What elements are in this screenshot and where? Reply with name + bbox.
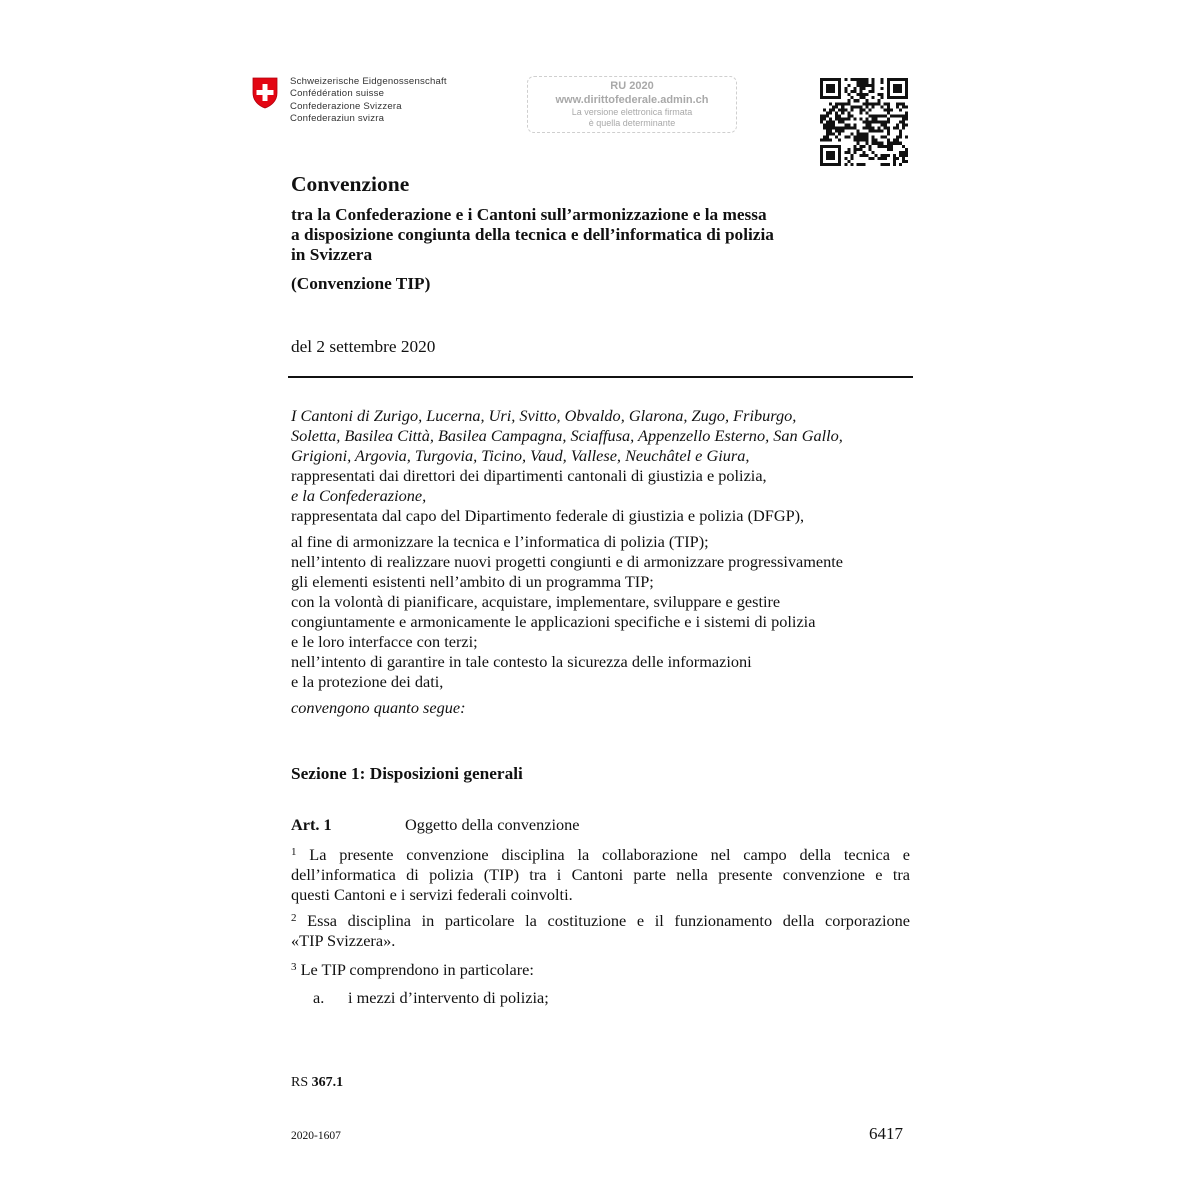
subtitle-line: in Svizzera bbox=[291, 245, 373, 264]
paragraph-number: 3 bbox=[291, 961, 297, 973]
purpose-line: congiuntamente e armonicamente le applicazioni specifiche e i sistemi di polizia bbox=[291, 612, 816, 631]
confederation-name-rm: Confederaziun svizra bbox=[290, 112, 385, 124]
paragraph-line: questi Cantoni e i servizi federali coinvolti. bbox=[291, 885, 573, 904]
cantons-line: Grigioni, Argovia, Turgovia, Ticino, Vaud, Vallese, Neuchâtel e Giura, bbox=[291, 446, 750, 465]
confederation-name-de: Schweizerische Eidgenossenschaft bbox=[290, 76, 447, 87]
paragraph-line: Essa disciplina in particolare la costituzione e il funzionamento della corporazione bbox=[307, 911, 910, 930]
cantons-line: Soletta, Basilea Città, Basilea Campagna, Sciaffusa, Appenzello Esterno, San Gallo, bbox=[291, 426, 843, 445]
rs-number: 367.1 bbox=[311, 1075, 344, 1090]
title-divider bbox=[288, 376, 913, 378]
stamp-note-line2: è quella determinante bbox=[588, 118, 676, 128]
page-number: 6417 bbox=[869, 1124, 903, 1143]
article-title: Oggetto della convenzione bbox=[405, 815, 580, 834]
list-item-letter: a. bbox=[313, 988, 325, 1007]
article-paragraph-2 bbox=[291, 911, 910, 951]
paragraph-line: La presente convenzione disciplina la collaborazione nel campo della tecnica e bbox=[309, 845, 910, 864]
section-heading: Sezione 1: Disposizioni generali bbox=[291, 764, 523, 783]
paragraph-line: Le TIP comprendono in particolare: bbox=[300, 960, 534, 979]
article-paragraph-3 bbox=[291, 960, 910, 980]
cantons-line: I Cantoni di Zurigo, Lucerna, Uri, Svitto, Obvaldo, Glarona, Zugo, Friburgo, bbox=[291, 406, 797, 425]
subtitle-line: tra la Confederazione e i Cantoni sull’armonizzazione e la messa bbox=[291, 205, 767, 224]
confederation-represented: rappresentata dal capo del Dipartimento federale di giustizia e polizia (DFGP), bbox=[291, 506, 805, 525]
document-id: 2020-1607 bbox=[291, 1130, 341, 1142]
preamble bbox=[291, 406, 916, 718]
rs-prefix: RS bbox=[291, 1075, 309, 1090]
official-publication-stamp bbox=[527, 76, 737, 133]
document-short-title: (Convenzione TIP) bbox=[291, 274, 431, 293]
purpose-line: con la volontà di pianificare, acquistare, implementare, sviluppare e gestire bbox=[291, 592, 781, 611]
paragraph-line: «TIP Svizzera». bbox=[291, 931, 396, 950]
systematic-reference bbox=[291, 1075, 343, 1091]
and-confederation: e la Confederazione, bbox=[291, 486, 427, 505]
paragraph-number: 2 bbox=[291, 912, 297, 924]
agreement-clause: convengono quanto segue: bbox=[291, 698, 466, 717]
subtitle-line: a disposizione congiunta della tecnica e dell’informatica di polizia bbox=[291, 225, 774, 244]
purpose-line: gli elementi esistenti nell’ambito di un programma TIP; bbox=[291, 572, 654, 591]
purpose-line: e la protezione dei dati, bbox=[291, 672, 444, 691]
stamp-collection: RU 2020 bbox=[610, 80, 654, 92]
paragraph-number: 1 bbox=[291, 846, 297, 858]
article-number: Art. 1 bbox=[291, 815, 332, 834]
document-title: Convenzione bbox=[291, 172, 410, 196]
stamp-website: www.dirittofederale.admin.ch bbox=[555, 94, 709, 106]
article-paragraph-1 bbox=[291, 845, 910, 905]
purpose-line: nell’intento di realizzare nuovi progetti congiunti e di armonizzare progressivamente bbox=[291, 552, 843, 571]
document-date: del 2 settembre 2020 bbox=[291, 337, 436, 356]
confederation-name-fr: Confédération suisse bbox=[290, 88, 385, 100]
purpose-line: al fine di armonizzare la tecnica e l’informatica di polizia (TIP); bbox=[291, 532, 709, 551]
paragraph-line: dell’informatica di polizia (TIP) tra i Cantoni parte nella presente convenzione e tra bbox=[291, 865, 910, 884]
cantons-represented: rappresentati dai direttori dei dipartimenti cantonali di giustizia e polizia, bbox=[291, 466, 767, 485]
list-item-text: i mezzi d’intervento di polizia; bbox=[348, 988, 549, 1007]
document-subtitle bbox=[291, 205, 911, 265]
purpose-line: nell’intento di garantire in tale contesto la sicurezza delle informazioni bbox=[291, 652, 752, 671]
stamp-note-line1: La versione elettronica firmata bbox=[571, 107, 693, 117]
confederation-name-it: Confederazione Svizzera bbox=[290, 100, 402, 112]
confederation-names bbox=[290, 76, 447, 125]
purpose-line: e le loro interfacce con terzi; bbox=[291, 632, 478, 651]
qr-code-icon bbox=[820, 78, 908, 166]
swiss-emblem-icon bbox=[251, 76, 279, 110]
